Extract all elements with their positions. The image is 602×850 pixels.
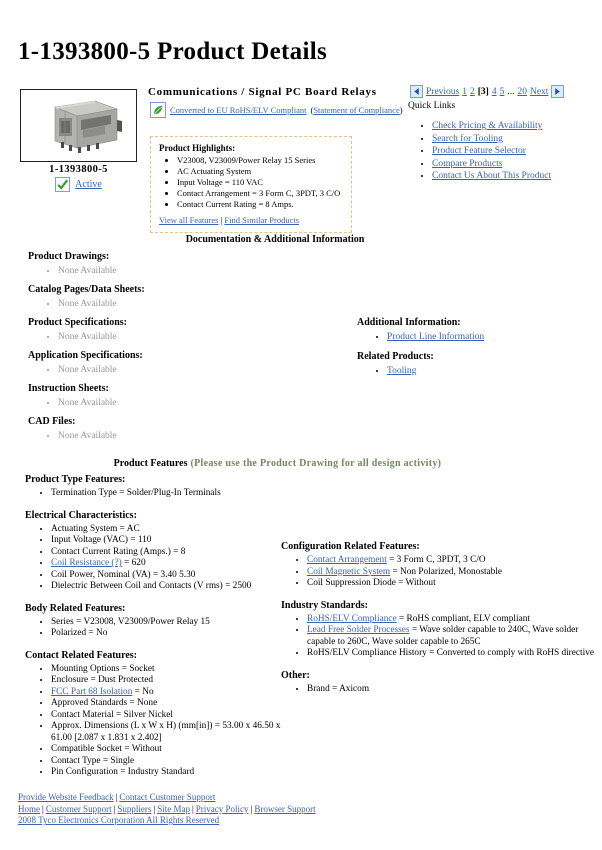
- quick-link-item: [432, 158, 557, 171]
- feature-group-product-type: Product Type Features: • Termination Type = Solder/Plug-In Terminals: [25, 474, 297, 500]
- feature-group-configuration: Configuration Related Features: • Contact Arrangement = 3 Form C, 3PDT, 3 C/O • Coil Magnetic System = Non Polarized, Monostable • Coil Suppression Diode = Without: [281, 541, 597, 590]
- statement-wrap: [310, 105, 402, 115]
- feature-item: [307, 625, 597, 648]
- pagination-previous-link[interactable]: Previous: [426, 86, 460, 97]
- quick-link-item: [432, 170, 557, 183]
- footer-line-1: [18, 792, 316, 804]
- view-all-features-link[interactable]: View all Features: [159, 215, 219, 225]
- footer-line-2: [18, 804, 316, 816]
- pagination-ellipsis: ...: [507, 86, 515, 97]
- highlight-item: • Contact Arrangement = 3 Form C, 3PDT, 3 C/O: [177, 188, 343, 199]
- tooling-link[interactable]: Tooling: [387, 366, 417, 376]
- highlight-item: • V23008, V23009/Power Relay 15 Series: [177, 155, 343, 166]
- feature-text: Mounting Options = Socket: [51, 663, 155, 674]
- paren-close: ): [399, 105, 403, 115]
- feedback-link[interactable]: Provide Website Feedback: [18, 792, 114, 802]
- feature-text: = No: [132, 686, 154, 697]
- documentation-heading: Documentation & Additional Information: [185, 234, 365, 245]
- feature-group-body: Body Related Features: • Series = V23008, V23009/Power Relay 15 • Polarized = No: [25, 603, 297, 640]
- documentation-right-column: [357, 317, 587, 384]
- features-heading-text: Product Features: [113, 458, 188, 469]
- footer: [18, 792, 316, 827]
- feature-item: [51, 558, 297, 570]
- feature-text: Approved Standards = None: [51, 698, 158, 708]
- highlight-item: • AC Actuating System: [177, 166, 343, 177]
- pagination: [410, 85, 564, 98]
- footer-separator: |: [153, 803, 156, 814]
- page-link-5[interactable]: 5: [499, 86, 505, 97]
- find-similar-products-link[interactable]: Find Similar Products: [224, 215, 300, 225]
- next-arrow-icon[interactable]: [551, 85, 564, 98]
- none-available-item: • None Available: [58, 397, 328, 409]
- rohs-compliance-link[interactable]: Converted to EU RoHS/ELV Compliant: [170, 105, 307, 115]
- feature-item: [51, 524, 297, 536]
- coil-magnetic-system-link[interactable]: Coil Magnetic System: [307, 566, 391, 577]
- page-link-20[interactable]: 20: [517, 86, 527, 97]
- feature-text: Enclosure = Dust Protected: [51, 675, 154, 685]
- footer-separator: |: [113, 803, 116, 814]
- feature-item: [307, 555, 597, 567]
- active-status-link[interactable]: Active: [75, 179, 102, 190]
- highlights-title: Product Highlights:: [159, 143, 236, 153]
- feature-item: [51, 767, 297, 779]
- product-part-number: 1-1393800-5: [49, 164, 108, 175]
- feature-item: [307, 648, 597, 660]
- features-left-column: [25, 474, 297, 789]
- doc-link-item: [387, 365, 587, 377]
- feature-text: Termination Type = Solder/Plug-In Terminals: [51, 488, 221, 498]
- prev-arrow-icon[interactable]: [410, 85, 423, 98]
- feature-text: Polarized = No: [51, 628, 108, 638]
- suppliers-link[interactable]: Suppliers: [117, 803, 152, 814]
- doc-section-cad-files: CAD Files: • None Available: [28, 416, 328, 442]
- highlight-item: • Contact Current Rating = 8 Amps.: [177, 199, 343, 210]
- footer-separator: |: [191, 803, 194, 814]
- customer-support-link[interactable]: Customer Support: [45, 803, 112, 814]
- feature-selector-link[interactable]: Product Feature Selector: [432, 146, 526, 156]
- page-link-1[interactable]: 1: [462, 86, 467, 97]
- quick-links-list: [408, 120, 558, 183]
- feature-text: Approx. Dimensions (L x W x H) (mm[in]) = 53.00 x 46.50 x 61.00 [2.087 x 1.831 x 2.402]: [51, 721, 281, 743]
- feature-item: [51, 664, 297, 676]
- paren-open: (: [310, 105, 314, 115]
- quick-link-item: [432, 145, 557, 158]
- privacy-policy-link[interactable]: Privacy Policy: [195, 803, 249, 814]
- feature-text: = Non Polarized, Monostable: [390, 566, 503, 577]
- feature-text: Series = V23008, V23009/Power Relay 15: [51, 616, 210, 627]
- doc-section-product-specifications: Product Specifications: • None Available: [28, 317, 328, 343]
- footer-separator: |: [42, 803, 44, 814]
- feature-text: = Wave solder capable to 240C, Wave solder capable to 260C, Wave solder capable to 265C: [307, 625, 579, 647]
- feature-item: [51, 687, 297, 699]
- product-line-information-link[interactable]: Product Line Information: [387, 332, 485, 342]
- documentation-left-column: [28, 251, 328, 449]
- current-page: [3]: [477, 86, 489, 97]
- feature-text: Coil Power, Nominal (VA) = 3.40 5.30: [51, 569, 196, 580]
- feature-item: [51, 488, 297, 500]
- browser-support-link[interactable]: Browser Support: [254, 803, 316, 814]
- footer-line-3: [18, 815, 316, 827]
- fcc-part-68-isolation-link[interactable]: FCC Part 68 Isolation: [51, 686, 133, 697]
- features-heading: [0, 458, 555, 469]
- doc-section-application-specifications: Application Specifications: • None Available: [28, 350, 328, 376]
- feature-text: Contact Material = Silver Nickel: [51, 709, 173, 720]
- feature-item: [51, 675, 297, 687]
- feature-text: Input Voltage (VAC) = 110: [51, 535, 152, 545]
- statement-of-compliance-link[interactable]: Statement of Compliance: [313, 105, 400, 115]
- page-link-4[interactable]: 4: [491, 86, 497, 97]
- contact-arrangement-link[interactable]: Contact Arrangement: [307, 555, 387, 565]
- feature-text: Brand = Axicom: [307, 683, 370, 694]
- feature-text: = 620: [121, 558, 146, 568]
- pagination-next-link[interactable]: Next: [529, 86, 549, 97]
- highlights-links: [159, 215, 343, 225]
- feature-item: [51, 698, 297, 710]
- link-separator: |: [220, 215, 223, 225]
- footer-separator: |: [250, 803, 253, 814]
- feature-item: [51, 535, 297, 547]
- search-tooling-link[interactable]: Search for Tooling: [432, 133, 503, 144]
- none-available-item: • None Available: [58, 298, 328, 310]
- feature-item: [307, 578, 597, 590]
- doc-section-instruction-sheets: Instruction Sheets: • None Available: [28, 383, 328, 409]
- feature-item: [51, 744, 297, 756]
- copyright-link[interactable]: 2008 Tyco Electronics Corporation All Rights Reserved: [18, 815, 220, 825]
- footer-separator: |: [115, 792, 118, 802]
- feature-item: [51, 547, 297, 559]
- product-category-title: Communications / Signal PC Board Relays: [148, 86, 377, 98]
- quick-link-item: [432, 133, 557, 146]
- doc-section-product-drawings: Product Drawings: • None Available: [28, 251, 328, 277]
- feature-group-industry-standards: Industry Standards: • RoHS/ELV Compliance = RoHS compliant, ELV compliant • Lead Free Solder Processes = Wave solder capable to 240C, Wave solder capable to 260C, Wave solder capable to 265C • RoHS/ELV Compliance History = Converted to comply with RoHS directive: [281, 600, 597, 660]
- features-heading-note: (Please use the Product Drawing for all design activity): [190, 458, 442, 469]
- highlights-list: [159, 155, 343, 210]
- feature-item: [51, 617, 297, 629]
- page-link-2[interactable]: 2: [470, 86, 475, 97]
- feature-item: [51, 710, 297, 722]
- feature-item: [307, 567, 597, 579]
- none-available-item: • None Available: [58, 331, 328, 343]
- site-map-link[interactable]: Site Map: [157, 803, 190, 814]
- feature-text: Dielectric Between Coil and Contacts (V rms) = 2500: [51, 581, 252, 591]
- active-check-icon: [55, 177, 70, 192]
- feature-group-contact: Contact Related Features: • Mounting Options = Socket • Enclosure = Dust Protected • FCC Part 68 Isolation = No • Approved Standards = None • Contact Material = Silver Nickel • Approx. Dimensions (L x W x H) (mm[in]) = 53.00 x 46.50 x 61.00 [2.087 x 1.831 x 2.402] • Compatible Socket = Without • Contact Type = Single • Pin Configuration = Industry Standard: [25, 650, 297, 779]
- related-products-section: Related Products: • Tooling: [357, 351, 587, 377]
- none-available-item: • None Available: [58, 265, 328, 277]
- doc-link-item: [387, 331, 587, 343]
- feature-group-electrical: Electrical Characteristics: • Actuating System = AC • Input Voltage (VAC) = 110 • Contact Current Rating (Amps.) = 8 • Coil Resistance (?) = 620 • Coil Power, Nominal (VA) = 3.40 5.30 • Dielectric Between Coil and Contacts (V rms) = 2500: [25, 510, 297, 593]
- feature-text: RoHS/ELV Compliance History = Converted to comply with RoHS directive: [307, 648, 594, 658]
- feature-text: = 3 Form C, 3PDT, 3 C/O: [386, 555, 486, 565]
- feature-text: = RoHS compliant, ELV compliant: [396, 613, 530, 624]
- page-title: 1-1393800-5 Product Details: [18, 38, 327, 65]
- product-image-box: [20, 89, 137, 162]
- feature-text: Compatible Socket = Without: [51, 744, 162, 754]
- coil-resistance-link[interactable]: Coil Resistance (?): [51, 558, 122, 568]
- check-pricing-link[interactable]: Check Pricing & Availability: [432, 121, 543, 131]
- features-right-column: [281, 541, 597, 705]
- feature-item: [51, 721, 297, 744]
- rohs-leaf-icon[interactable]: [150, 102, 166, 118]
- compare-products-link[interactable]: Compare Products: [432, 158, 503, 169]
- feature-item: [51, 628, 297, 640]
- home-link[interactable]: Home: [18, 803, 40, 814]
- product-highlights-box: [150, 136, 352, 233]
- feature-item: [51, 581, 297, 593]
- feature-text: Contact Current Rating (Amps.) = 8: [51, 546, 186, 557]
- doc-section-catalog-pages: Catalog Pages/Data Sheets: • None Available: [28, 284, 328, 310]
- feature-item: [51, 570, 297, 582]
- feature-item: [307, 614, 597, 626]
- lead-free-solder-link[interactable]: Lead Free Solder Processes: [307, 625, 410, 635]
- quick-links-heading: Quick Links: [408, 101, 456, 111]
- product-image: [21, 90, 136, 161]
- additional-information-section: Additional Information: • Product Line Information: [357, 317, 587, 343]
- feature-item: [51, 756, 297, 768]
- feature-text: Actuating System = AC: [51, 523, 140, 534]
- quick-link-item: [432, 120, 557, 133]
- feature-text: Pin Configuration = Industry Standard: [51, 767, 195, 777]
- feature-item: [307, 684, 597, 696]
- none-available-item: • None Available: [58, 364, 328, 376]
- contact-us-link[interactable]: Contact Us About This Product: [432, 171, 552, 181]
- none-available-item: • None Available: [58, 430, 328, 442]
- feature-text: Contact Type = Single: [51, 755, 135, 766]
- feature-group-other: Other: • Brand = Axicom: [281, 670, 597, 696]
- contact-customer-support-link[interactable]: Contact Customer Support: [119, 792, 216, 802]
- rohs-elv-compliance-link[interactable]: RoHS/ELV Compliance: [307, 613, 397, 624]
- feature-text: Coil Suppression Diode = Without: [307, 578, 436, 588]
- highlight-item: • Input Voltage = 110 VAC: [177, 177, 343, 188]
